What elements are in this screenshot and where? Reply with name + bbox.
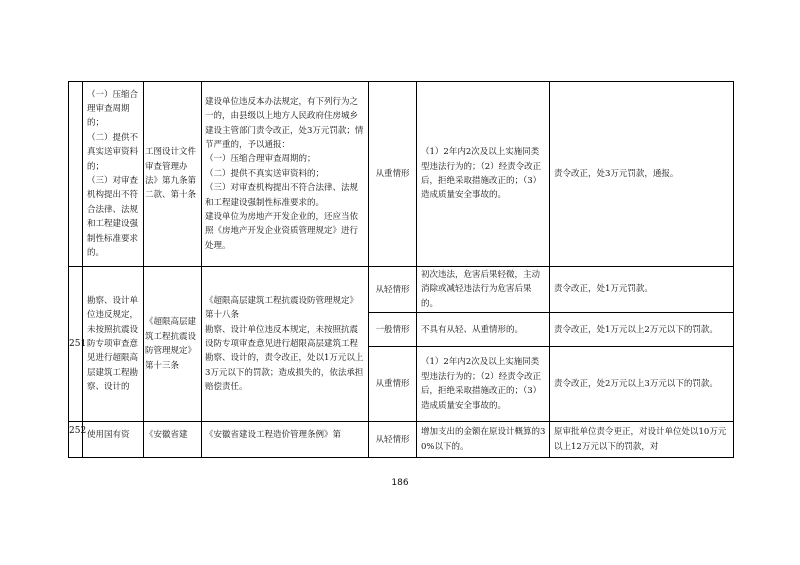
penalty-table bbox=[68, 81, 734, 458]
circumstance-level: 从轻情形 bbox=[369, 422, 417, 458]
row-number: 251 bbox=[69, 267, 83, 422]
circumstance-description: （1）2年内2次及以上实施同类型违法行为的；（2）经责令改正后，拒绝采取措施改正的；（3）造成质量安全事故的。 bbox=[417, 347, 550, 422]
penalty-provision: 《安徽省建设工程造价管理条例》第 bbox=[202, 422, 369, 458]
table-row bbox=[69, 267, 734, 313]
row-number: 252 bbox=[69, 422, 83, 458]
circumstance-description: （1）2年内2次及以上实施同类型违法行为的；（2）经责令改正后，拒绝采取措施改正的；（3）造成质量安全事故的。 bbox=[417, 82, 550, 267]
penalty-table-container bbox=[68, 81, 733, 458]
penalty-standard: 原审批单位责令更正，对设计单位处以10万元以上12万元以下的罚款，对 bbox=[550, 422, 734, 458]
circumstance-description: 增加支出的金额在原设计概算的30%以下的。 bbox=[417, 422, 550, 458]
penalty-provision: 建设单位违反本办法规定，有下列行为之一的，由县级以上地方人民政府住房城乡建设主管部门责令改正，处3万元罚款；情节严重的，予以通报： （一）压缩合理审查周期的； （二）提供不真实送审资料的； （三）对审查机构提出不符合法律、法规和工程建设强制性标准要求的。 建设单位为房地产开发企业的，还应当依照《房地产开发企业资质管理规定》进行处理。 bbox=[202, 82, 369, 267]
violation-fact: 勘察、设计单位违反规定，未按照抗震设防专项审查意见进行超限高层建筑工程勘察、设计的 bbox=[83, 267, 144, 422]
penalty-standard: 责令改正，处1万元罚款。 bbox=[550, 267, 734, 313]
page-number: 186 bbox=[391, 478, 409, 488]
circumstance-level: 从轻情形 bbox=[369, 267, 417, 313]
penalty-standard: 责令改正，处3万元罚款，通报。 bbox=[550, 82, 734, 267]
row-number bbox=[69, 82, 83, 267]
legal-basis: 工图设计文件审查管理办法》第九条第二款、第十条 bbox=[144, 82, 202, 267]
circumstance-level: 从重情形 bbox=[369, 347, 417, 422]
table-row bbox=[69, 82, 734, 267]
table-row bbox=[69, 422, 734, 458]
penalty-standard: 责令改正，处1万元以上2万元以下的罚款。 bbox=[550, 313, 734, 347]
legal-basis: 《超限高层建筑工程抗震设防管理规定》第十三条 bbox=[144, 267, 202, 422]
circumstance-level: 从重情形 bbox=[369, 82, 417, 267]
circumstance-description: 初次违法，危害后果轻微，主动消除或减轻违法行为危害后果的。 bbox=[417, 267, 550, 313]
penalty-provision: 《超限高层建筑工程抗震设防管理规定》第十八条 勘察、设计单位违反本规定，未按照抗震设防专项审查意见进行超限高层建筑工程勘察、设计的，责令改正，处以1万元以上3万元以下的罚款；造成损失的，依法承担赔偿责任。 bbox=[202, 267, 369, 422]
circumstance-level: 一般情形 bbox=[369, 313, 417, 347]
circumstance-description: 不具有从轻、从重情形的。 bbox=[417, 313, 550, 347]
legal-basis: 《安徽省建 bbox=[144, 422, 202, 458]
violation-fact: 使用国有资 bbox=[83, 422, 144, 458]
penalty-standard: 责令改正，处2万元以上3万元以下的罚款。 bbox=[550, 347, 734, 422]
violation-fact: （一）压缩合理审查周期的； （二）提供不真实送审资料的； （三）对审查机构提出不符合法律、法规和工程建设强制性标准要求的。 bbox=[83, 82, 144, 267]
